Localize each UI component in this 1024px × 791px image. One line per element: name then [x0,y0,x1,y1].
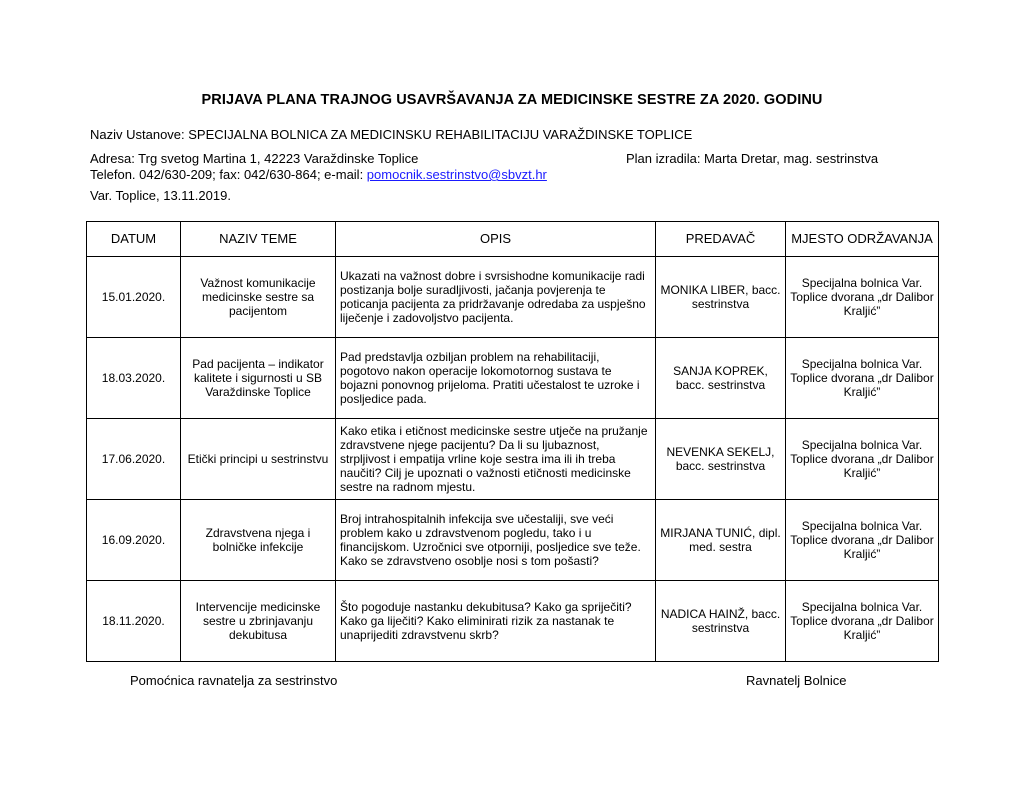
place-cell: Specijalna bolnica Var. Toplice dvorana „dr Dalibor Kraljić” [786,500,939,581]
description-cell: Ukazati na važnost dobre i svrsishodne komunikacije radi postizanja bolje suradljivosti, jačanja povjerenja te poticanja pacijenta za pridržavanje odredaba za uspješno liječenje i zadovoljstvo pacijenta. [336,257,656,338]
topic-cell: Pad pacijenta – indikator kalitete i sigurnosti u SB Varaždinske Toplice [181,338,336,419]
lecturer-cell: MIRJANA TUNIĆ, dipl. med. sestra [656,500,786,581]
column-header-lecturer: PREDAVAČ [656,222,786,257]
description-cell: Broj intrahospitalnih infekcija sve učestaliji, sve veći problem kako u zdravstvenom pogledu, tako i u financijskom. Uzročnici sve otporniji, posljedice sve teže. Kako se zdravstveno osoblje nosi s tom pošasti? [336,500,656,581]
date-cell: 18.03.2020. [87,338,181,419]
place-date: Var. Toplice, 13.11.2019. [90,188,231,203]
place-cell: Specijalna bolnica Var. Toplice dvorana „dr Dalibor Kraljić” [786,338,939,419]
column-header-description: OPIS [336,222,656,257]
lecturer-cell: NADICA HAINŽ, bacc. sestrinstva [656,581,786,662]
topic-cell: Intervencije medicinske sestre u zbrinjavanju dekubitusa [181,581,336,662]
topic-cell: Etički principi u sestrinstvu [181,419,336,500]
table-row [87,419,939,500]
phone-fax: Telefon. 042/630-209; fax: 042/630-864; e-mail: [90,167,367,182]
table-header-row [87,222,939,257]
description-cell: Kako etika i etičnost medicinske sestre utječe na pružanje zdravstvene njege pacijentu? Da li su ljubaznost, strpljivost i empatija vrline koje sestra ima ili ih treba naučiti? Cilj je upoznati o važnosti etičnosti medicinske sestre na radnom mjestu. [336,419,656,500]
place-cell: Specijalna bolnica Var. Toplice dvorana „dr Dalibor Kraljić” [786,581,939,662]
description-cell: Što pogoduje nastanku dekubitusa? Kako ga spriječiti? Kako ga liječiti? Kako eliminirati rizik za nastanak te unaprijediti zdravstvenu skrb? [336,581,656,662]
lecturer-cell: SANJA KOPREK, bacc. sestrinstva [656,338,786,419]
training-plan-table [86,221,939,662]
place-cell: Specijalna bolnica Var. Toplice dvorana „dr Dalibor Kraljić” [786,419,939,500]
email-link[interactable]: pomocnik.sestrinstvo@sbvzt.hr [366,167,547,182]
description-cell: Pad predstavlja ozbiljan problem na rehabilitaciji, pogotovo nakon operacije lokomotornog sustava te bojazni ponovnog prijeloma. Pratiti učestalost te uzroke i posljedice pada. [336,338,656,419]
table-row [87,257,939,338]
date-cell: 18.11.2020. [87,581,181,662]
lecturer-cell: MONIKA LIBER, bacc. sestrinstva [656,257,786,338]
table-row [87,581,939,662]
contact-line [90,167,547,182]
plan-author: Plan izradila: Marta Dretar, mag. sestrinstva [626,151,879,166]
column-header-topic: NAZIV TEME [181,222,336,257]
signature-left: Pomoćnica ravnatelja za sestrinstvo [130,673,338,688]
page-title: PRIJAVA PLANA TRAJNOG USAVRŠAVANJA ZA MEDICINSKE SESTRE ZA 2020. GODINU [201,92,823,108]
place-cell: Specijalna bolnica Var. Toplice dvorana „dr Dalibor Kraljić” [786,257,939,338]
institution-name: Naziv Ustanove: SPECIJALNA BOLNICA ZA MEDICINSKU REHABILITACIJU VARAŽDINSKE TOPLICE [90,127,693,142]
address: Adresa: Trg svetog Martina 1, 42223 Varaždinske Toplice [90,151,419,166]
date-cell: 16.09.2020. [87,500,181,581]
topic-cell: Zdravstvena njega i bolničke infekcije [181,500,336,581]
topic-cell: Važnost komunikacije medicinske sestre sa pacijentom [181,257,336,338]
column-header-date: DATUM [87,222,181,257]
column-header-place: MJESTO ODRŽAVANJA [786,222,939,257]
lecturer-cell: NEVENKA SEKELJ, bacc. sestrinstva [656,419,786,500]
table-row [87,338,939,419]
signature-right: Ravnatelj Bolnice [746,673,847,688]
date-cell: 15.01.2020. [87,257,181,338]
date-cell: 17.06.2020. [87,419,181,500]
table-row [87,500,939,581]
